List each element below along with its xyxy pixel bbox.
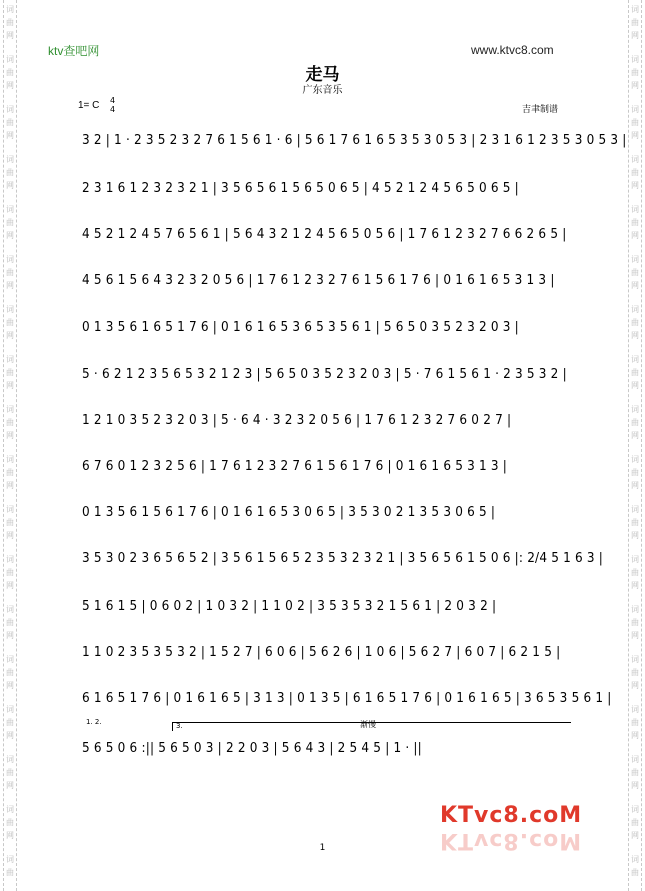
watermark-char: 曲: [631, 268, 639, 277]
watermark-char: 曲: [631, 318, 639, 327]
score-row-notes: 0 1 3 5 6 1 6 5 1 7 6 | 0 1 6 1 6 5 3 6 5 3 5 6 1 | 5 6 5 0 3 5 2 3 2 0 3 |: [82, 320, 519, 335]
watermark-char: 曲: [631, 218, 639, 227]
watermark-char: 曲: [6, 318, 14, 327]
watermark-char: 曲: [6, 418, 14, 427]
watermark-char: 网: [631, 181, 639, 190]
watermark-char: 曲: [6, 768, 14, 777]
watermark-char: 网: [631, 381, 639, 390]
watermark-char: 词: [631, 605, 639, 614]
watermark-char: 曲: [6, 368, 14, 377]
score-row-notes: 3 5 3 0 2 3 6 5 6 5 2 | 3 5 6 1 5 6 5 2 3 5 3 2 3 2 1 | 3 5 6 5 6 1 5 0 6 |: 2/4 5 1 6 3 |: [82, 551, 604, 566]
watermark-char: 网: [631, 781, 639, 790]
volta-third-ending: 3.: [176, 722, 183, 730]
watermark-char: 词: [631, 5, 639, 14]
score-row: [82, 452, 572, 478]
logo-reflection: KTvc8.coM: [440, 828, 583, 853]
watermark-char: 词: [631, 655, 639, 664]
watermark-char: 网: [6, 381, 14, 390]
watermark-char: 曲: [6, 18, 14, 27]
watermark-char: 网: [6, 581, 14, 590]
ritardando-marking: 渐慢: [360, 720, 376, 729]
watermark-char: 词: [631, 705, 639, 714]
watermark-char: 曲: [6, 868, 14, 877]
site-url: www.ktvc8.com: [471, 43, 554, 57]
watermark-char: 词: [6, 755, 14, 764]
watermark-char: 曲: [631, 518, 639, 527]
watermark-char: 网: [631, 331, 639, 340]
song-title: 走马: [305, 65, 340, 85]
watermark-char: 网: [631, 631, 639, 640]
watermark-char: 词: [631, 205, 639, 214]
score-row: [82, 498, 572, 524]
watermark-char: 曲: [631, 368, 639, 377]
watermark-char: 曲: [631, 818, 639, 827]
score-row: [82, 174, 572, 200]
watermark-char: 词: [6, 5, 14, 14]
score-row-notes: 1 1 0 2 3 5 3 5 3 2 | 1 5 2 7 | 6 0 6 | 5 6 2 6 | 1 0 6 | 5 6 2 7 | 6 0 7 | 6 2 1 5 |: [82, 645, 561, 660]
watermark-char: 曲: [6, 818, 14, 827]
watermark-char: 曲: [631, 618, 639, 627]
watermark-char: 词: [631, 405, 639, 414]
watermark-char: 词: [631, 55, 639, 64]
watermark-char: 网: [6, 731, 14, 740]
score-row: [82, 638, 572, 664]
volta-first-ending: 1. 2.: [86, 718, 102, 726]
watermark-char: 网: [631, 231, 639, 240]
watermark-char: 网: [631, 131, 639, 140]
score-row-notes: 0 1 3 5 6 1 5 6 1 7 6 | 0 1 6 1 6 5 3 0 6 5 | 3 5 3 0 2 1 3 5 3 0 6 5 |: [82, 505, 496, 520]
watermark-char: 网: [6, 31, 14, 40]
watermark-char: 网: [631, 281, 639, 290]
watermark-char: 曲: [631, 68, 639, 77]
watermark-char: 网: [6, 231, 14, 240]
watermark-char: 网: [631, 581, 639, 590]
score-row-notes: 5 6 5 0 6 :|| 5 6 5 0 3 | 2 2 0 3 | 5 6 4 3 | 2 5 4 5 | 1 · ||: [82, 741, 422, 756]
watermark-char: 曲: [6, 518, 14, 527]
watermark-char: 网: [6, 431, 14, 440]
time-signature-bottom: 4: [110, 105, 116, 114]
watermark-char: 曲: [6, 118, 14, 127]
watermark-char: 曲: [6, 218, 14, 227]
watermark-char: 网: [6, 831, 14, 840]
score-row: [82, 126, 627, 152]
score-row-notes: 2 3 1 6 1 2 3 2 3 2 1 | 3 5 6 5 6 1 5 6 5 0 6 5 | 4 5 2 1 2 4 5 6 5 0 6 5 |: [82, 181, 519, 196]
watermark-char: 网: [6, 281, 14, 290]
score-row: [82, 406, 572, 432]
watermark-char: 曲: [631, 668, 639, 677]
watermark-char: 词: [631, 305, 639, 314]
watermark-char: 词: [6, 705, 14, 714]
time-signature-top: 4: [110, 96, 116, 105]
time-signature: [110, 96, 115, 114]
watermark-char: 网: [631, 81, 639, 90]
score-row-notes: 1 2 1 0 3 5 2 3 2 0 3 | 5 · 6 4 · 3 2 3 2 0 5 6 | 1 7 6 1 2 3 2 7 6 0 2 7 |: [82, 413, 512, 428]
score-row: [82, 544, 604, 570]
watermark-char: 网: [6, 631, 14, 640]
score-row: [82, 592, 572, 618]
watermark-char: 词: [631, 555, 639, 564]
transcriber: 吉聿制谱: [522, 105, 559, 115]
left-watermark-strip: [3, 0, 17, 891]
watermark-char: 网: [6, 481, 14, 490]
score-row: [82, 220, 572, 246]
watermark-char: 词: [6, 805, 14, 814]
watermark-char: 曲: [631, 468, 639, 477]
watermark-char: 词: [6, 205, 14, 214]
watermark-char: 词: [6, 505, 14, 514]
watermark-char: 词: [631, 805, 639, 814]
score-row: [82, 360, 572, 386]
watermark-char: 曲: [631, 18, 639, 27]
watermark-char: 词: [6, 355, 14, 364]
watermark-char: 曲: [631, 768, 639, 777]
watermark-char: 词: [6, 155, 14, 164]
watermark-char: 词: [631, 155, 639, 164]
watermark-char: 曲: [6, 668, 14, 677]
score-row-notes: 4 5 6 1 5 6 4 3 2 3 2 0 5 6 | 1 7 6 1 2 3 2 7 6 1 5 6 1 7 6 | 0 1 6 1 6 5 3 1 3 |: [82, 273, 555, 288]
page-number: 1: [319, 843, 326, 853]
watermark-char: 词: [6, 255, 14, 264]
watermark-char: 曲: [631, 118, 639, 127]
watermark-char: 曲: [6, 718, 14, 727]
watermark-char: 曲: [6, 618, 14, 627]
watermark-char: 曲: [631, 568, 639, 577]
watermark-char: 词: [631, 855, 639, 864]
watermark-char: 网: [6, 331, 14, 340]
watermark-char: 词: [6, 655, 14, 664]
watermark-char: 词: [6, 605, 14, 614]
watermark-char: 曲: [631, 168, 639, 177]
watermark-char: 词: [6, 455, 14, 464]
watermark-char: 词: [6, 55, 14, 64]
watermark-char: 网: [6, 131, 14, 140]
score-row-notes: 5 1 6 1 5 | 0 6 0 2 | 1 0 3 2 | 1 1 0 2 | 3 5 3 5 3 2 1 5 6 1 | 2 0 3 2 |: [82, 599, 497, 614]
score-row: [82, 684, 612, 710]
watermark-char: 网: [6, 781, 14, 790]
watermark-char: 网: [6, 181, 14, 190]
watermark-char: 词: [631, 755, 639, 764]
watermark-char: 词: [6, 855, 14, 864]
watermark-char: 词: [631, 455, 639, 464]
watermark-char: 词: [631, 505, 639, 514]
watermark-char: 曲: [631, 718, 639, 727]
watermark-char: 曲: [6, 468, 14, 477]
ktvc8-logo: [440, 803, 582, 828]
site-name: ktv查吧网: [48, 44, 100, 58]
score-row-notes: 5 · 6 2 1 2 3 5 6 5 3 2 1 2 3 | 5 6 5 0 3 5 2 3 2 0 3 | 5 · 7 6 1 5 6 1 · 2 3 5 3 2 |: [82, 367, 567, 382]
song-genre: 广东音乐: [302, 85, 343, 96]
key-signature: 1= C: [78, 100, 100, 111]
watermark-char: 曲: [6, 568, 14, 577]
watermark-char: 曲: [6, 268, 14, 277]
score-row-notes: 4 5 2 1 2 4 5 7 6 5 6 1 | 5 6 4 3 2 1 2 4 5 6 5 0 5 6 | 1 7 6 1 2 3 2 7 6 6 2 6 5 |: [82, 227, 567, 242]
watermark-char: 网: [631, 831, 639, 840]
watermark-char: 网: [631, 481, 639, 490]
watermark-char: 网: [6, 681, 14, 690]
score-row: [82, 734, 572, 760]
watermark-char: 曲: [6, 168, 14, 177]
score-row-notes: 3 2 | 1 · 2 3 5 2 3 2 7 6 1 5 6 1 · 6 | 5 6 1 7 6 1 6 5 3 5 3 0 5 3 | 2 3 1 6 1 2 3 5 3 0 5 3 |: [82, 133, 627, 148]
watermark-char: 词: [631, 255, 639, 264]
watermark-char: 词: [6, 305, 14, 314]
watermark-char: 曲: [6, 68, 14, 77]
logo-text: KTvc8.coM: [440, 803, 583, 828]
watermark-char: 网: [631, 431, 639, 440]
watermark-char: 词: [6, 105, 14, 114]
right-watermark-strip: [628, 0, 642, 891]
watermark-char: 词: [631, 105, 639, 114]
watermark-char: 曲: [631, 418, 639, 427]
watermark-char: 曲: [631, 868, 639, 877]
watermark-char: 网: [631, 731, 639, 740]
watermark-char: 网: [631, 531, 639, 540]
watermark-char: 词: [6, 405, 14, 414]
watermark-char: 网: [6, 81, 14, 90]
score-row-notes: 6 1 6 5 1 7 6 | 0 1 6 1 6 5 | 3 1 3 | 0 1 3 5 | 6 1 6 5 1 7 6 | 0 1 6 1 6 5 | 3 6 5 3 5 6 1 |: [82, 691, 612, 706]
watermark-char: 网: [6, 531, 14, 540]
watermark-char: 词: [631, 355, 639, 364]
watermark-char: 词: [6, 555, 14, 564]
watermark-char: 网: [631, 31, 639, 40]
score-row: [82, 313, 572, 339]
watermark-char: 网: [631, 681, 639, 690]
score-row: [82, 266, 572, 292]
score-row-notes: 6 7 6 0 1 2 3 2 5 6 | 1 7 6 1 2 3 2 7 6 1 5 6 1 7 6 | 0 1 6 1 6 5 3 1 3 |: [82, 459, 508, 474]
